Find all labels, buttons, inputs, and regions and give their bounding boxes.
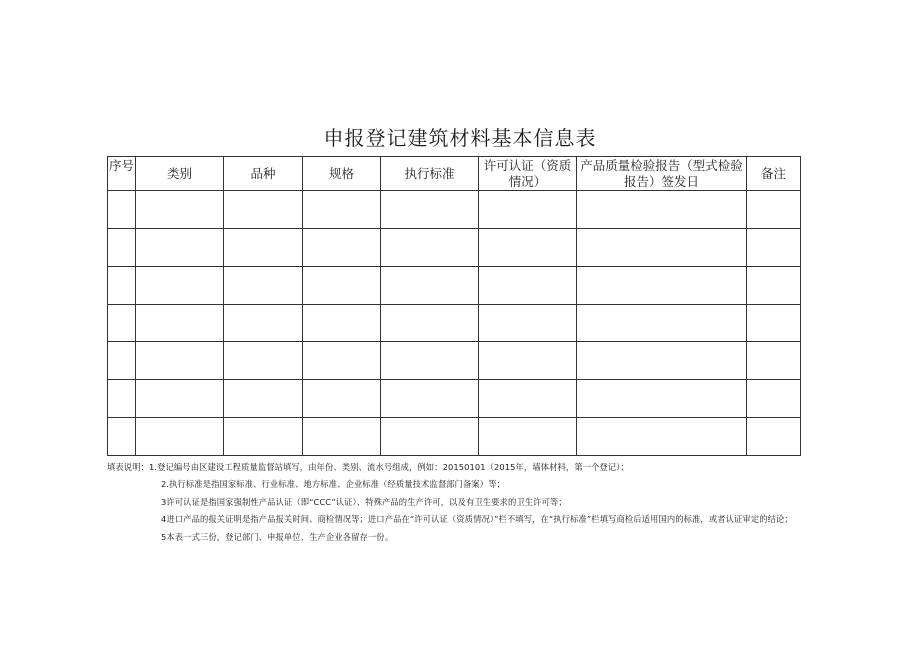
table-cell[interactable] bbox=[224, 228, 303, 266]
table-row bbox=[108, 380, 801, 418]
table-cell[interactable] bbox=[479, 191, 577, 229]
table-row bbox=[108, 266, 801, 304]
col-header-report-date: 产品质量检验报告（型式检验报告）签发日 bbox=[577, 157, 747, 191]
table-cell[interactable] bbox=[577, 380, 747, 418]
table-cell[interactable] bbox=[303, 228, 381, 266]
form-title: 申报登记建筑材料基本信息表 bbox=[323, 126, 597, 150]
col-header-serial: 序号 bbox=[108, 157, 136, 191]
note-line-2: 2.执行标准是指国家标准、行业标准、地方标准、企业标准（经质量技术监督部门备案）等； bbox=[161, 479, 505, 490]
table-cell[interactable] bbox=[136, 191, 224, 229]
table-cell[interactable] bbox=[303, 191, 381, 229]
table-cell[interactable] bbox=[303, 342, 381, 380]
material-info-table bbox=[107, 156, 801, 456]
table-cell[interactable] bbox=[108, 266, 136, 304]
table-cell[interactable] bbox=[479, 380, 577, 418]
table-cell[interactable] bbox=[136, 266, 224, 304]
table-cell[interactable] bbox=[479, 342, 577, 380]
table-cell[interactable] bbox=[747, 418, 801, 456]
table-cell[interactable] bbox=[224, 380, 303, 418]
table-cell[interactable] bbox=[108, 228, 136, 266]
table-cell[interactable] bbox=[303, 266, 381, 304]
table-cell[interactable] bbox=[224, 266, 303, 304]
table-cell[interactable] bbox=[577, 191, 747, 229]
col-header-specification: 规格 bbox=[303, 157, 381, 191]
table-cell[interactable] bbox=[577, 342, 747, 380]
table-cell[interactable] bbox=[108, 304, 136, 342]
table-cell[interactable] bbox=[381, 191, 479, 229]
table-cell[interactable] bbox=[381, 342, 479, 380]
table-cell[interactable] bbox=[303, 304, 381, 342]
table-row bbox=[108, 191, 801, 229]
table-cell[interactable] bbox=[136, 418, 224, 456]
table-cell[interactable] bbox=[108, 418, 136, 456]
table-cell[interactable] bbox=[577, 266, 747, 304]
table-cell[interactable] bbox=[381, 228, 479, 266]
table-header-row bbox=[108, 157, 801, 191]
table-cell[interactable] bbox=[479, 266, 577, 304]
table-cell[interactable] bbox=[303, 380, 381, 418]
table-cell[interactable] bbox=[479, 418, 577, 456]
col-header-variety: 品种 bbox=[224, 157, 303, 191]
table-cell[interactable] bbox=[577, 304, 747, 342]
table-row bbox=[108, 228, 801, 266]
table-cell[interactable] bbox=[381, 380, 479, 418]
note-line-3: 3许可认证是指国家强制性产品认证（即“CCC”认证）、特殊产品的生产许可，以及有卫生要求的卫生许可等； bbox=[161, 496, 567, 507]
table-cell[interactable] bbox=[136, 228, 224, 266]
note-line-4: 4进口产品的报关证明是指产品报关时间、商检情况等；进口产品在“许可认证（资质情况）”栏不填写，在“执行标准”栏填写商检后适用国内的标准，或者认证审定的结论； bbox=[161, 514, 793, 525]
table-cell[interactable] bbox=[136, 304, 224, 342]
table-row bbox=[108, 418, 801, 456]
table-cell[interactable] bbox=[747, 191, 801, 229]
note-line-1: 填表说明：1.登记编号由区建设工程质量监督站填写，由年份、类别、流水号组成，例如：20150101（2015年，墙体材料，第一个登记）； bbox=[107, 462, 629, 472]
table-cell[interactable] bbox=[224, 342, 303, 380]
table-cell[interactable] bbox=[108, 191, 136, 229]
table-cell[interactable] bbox=[479, 228, 577, 266]
table-cell[interactable] bbox=[747, 304, 801, 342]
table-cell[interactable] bbox=[136, 342, 224, 380]
table-cell[interactable] bbox=[577, 228, 747, 266]
col-header-remarks: 备注 bbox=[747, 157, 801, 191]
table-cell[interactable] bbox=[747, 342, 801, 380]
table-row bbox=[108, 304, 801, 342]
table-cell[interactable] bbox=[577, 418, 747, 456]
table-cell[interactable] bbox=[224, 304, 303, 342]
table-cell[interactable] bbox=[381, 266, 479, 304]
table-cell[interactable] bbox=[303, 418, 381, 456]
table-row bbox=[108, 342, 801, 380]
table-cell[interactable] bbox=[479, 304, 577, 342]
table-cell[interactable] bbox=[224, 191, 303, 229]
note-line-5: 5本表一式三份，登记部门、申报单位、生产企业各留存一份。 bbox=[161, 531, 394, 542]
table-cell[interactable] bbox=[747, 228, 801, 266]
col-header-certification: 许可认证（资质情况） bbox=[479, 157, 577, 191]
table-cell[interactable] bbox=[136, 380, 224, 418]
table-cell[interactable] bbox=[108, 342, 136, 380]
table-cell[interactable] bbox=[381, 418, 479, 456]
fill-instructions bbox=[107, 459, 822, 546]
table-cell[interactable] bbox=[224, 418, 303, 456]
table-cell[interactable] bbox=[108, 380, 136, 418]
table-cell[interactable] bbox=[381, 304, 479, 342]
table-cell[interactable] bbox=[747, 266, 801, 304]
col-header-category: 类别 bbox=[136, 157, 224, 191]
table-cell[interactable] bbox=[747, 380, 801, 418]
col-header-standard: 执行标准 bbox=[381, 157, 479, 191]
